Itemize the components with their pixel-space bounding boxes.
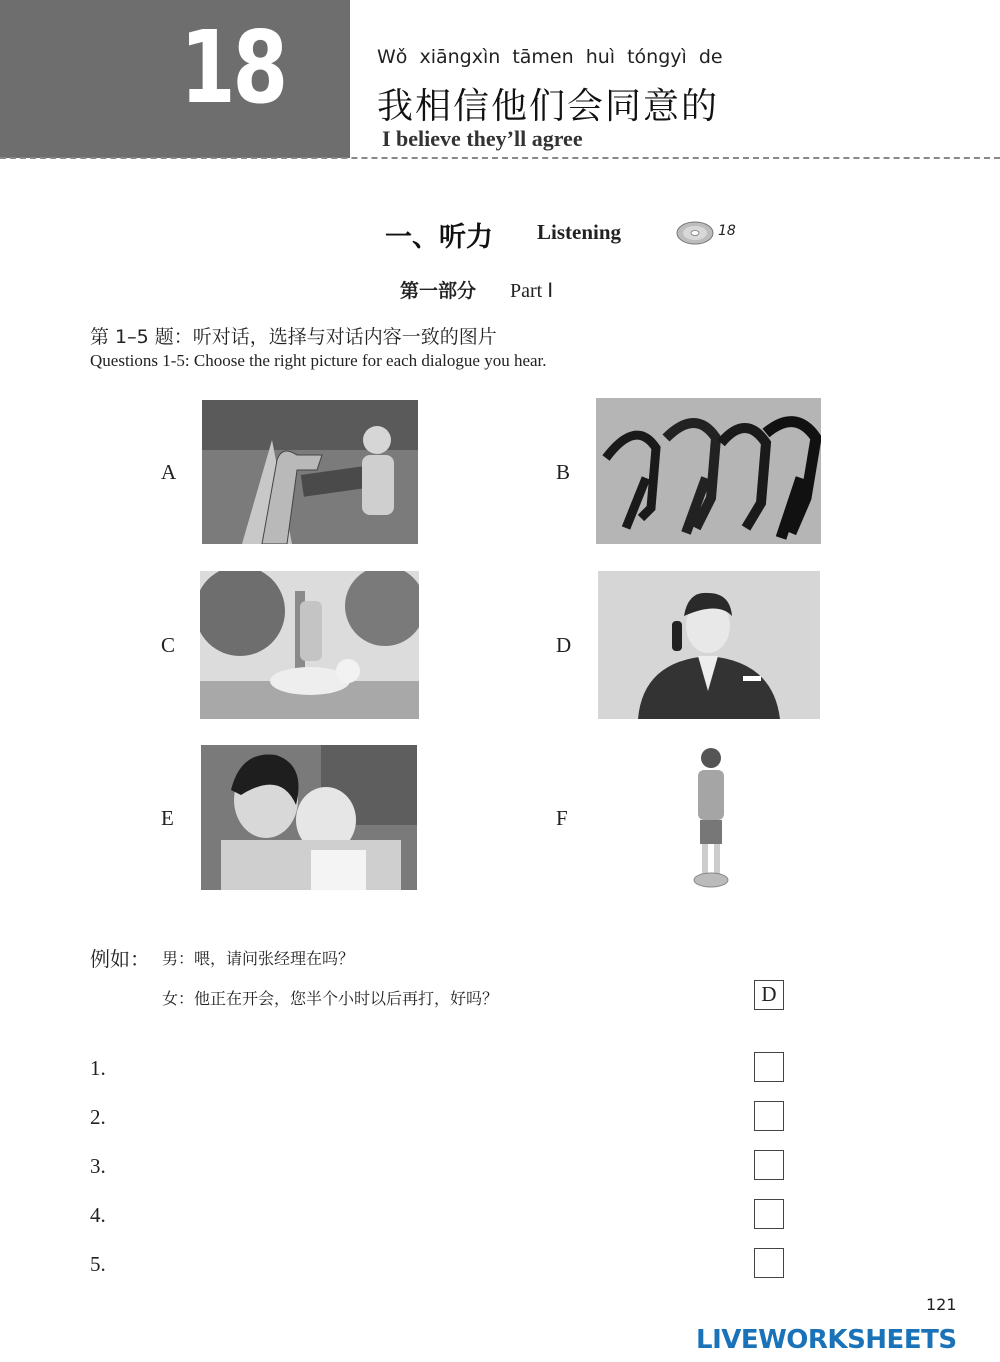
liveworksheets-logo[interactable]: LIVEWORKSHEETS	[696, 1325, 957, 1355]
question-number-3: 3.	[90, 1154, 106, 1178]
answer-box-1[interactable]	[754, 1052, 784, 1082]
question-number-1: 1.	[90, 1056, 106, 1080]
part-title-english: Part Ⅰ	[510, 280, 554, 302]
part-title-chinese: 第一部分	[400, 280, 477, 302]
picture-c-dog	[200, 571, 419, 719]
question-number-2: 2.	[90, 1105, 106, 1129]
lesson-number: 18	[180, 9, 285, 126]
option-label-e: E	[161, 806, 174, 830]
section-title-chinese: 一、听力	[385, 222, 493, 253]
picture-b-horses	[596, 398, 821, 544]
picture-a-giraffe	[202, 400, 418, 544]
answer-box-3[interactable]	[754, 1150, 784, 1180]
option-label-c: C	[161, 633, 176, 657]
option-label-d: D	[556, 633, 572, 657]
section-title-english: Listening	[537, 220, 622, 244]
answer-box-2[interactable]	[754, 1101, 784, 1131]
example-dialogue-man: 男：喂，请问张经理在吗？	[162, 949, 355, 968]
lesson-title-english: I believe they’ll agree	[382, 126, 583, 151]
example-answer-box: D	[754, 980, 784, 1010]
picture-d-phone	[598, 571, 820, 719]
lesson-title-chinese: 我相信他们会同意的	[377, 86, 720, 127]
header-divider	[0, 157, 1000, 159]
lesson-number-block	[0, 0, 350, 158]
example-dialogue-woman: 女：他正在开会，您半个小时以后再打，好吗？	[162, 989, 499, 1008]
instructions-chinese: 第 1–5 题：听对话，选择与对话内容一致的图片	[90, 326, 497, 348]
picture-e-mother-baby	[201, 745, 417, 890]
instructions-english: Questions 1-5: Choose the right picture for each dialogue you hear.	[90, 351, 547, 370]
track-number: 18	[718, 223, 736, 239]
title-pinyin: Wǒ xiāngxìn tāmen huì tóngyì de	[377, 46, 723, 68]
question-number-4: 4.	[90, 1203, 106, 1227]
example-label: 例如：	[90, 947, 150, 971]
answer-box-4[interactable]	[754, 1199, 784, 1229]
cd-audio-icon[interactable]	[676, 220, 714, 246]
option-label-b: B	[556, 460, 571, 484]
option-label-a: A	[161, 460, 177, 484]
question-number-5: 5.	[90, 1252, 106, 1276]
option-label-f: F	[556, 806, 568, 830]
answer-box-5[interactable]	[754, 1248, 784, 1278]
picture-f-boy-scale	[690, 746, 732, 890]
page-number: 121	[926, 1295, 957, 1314]
